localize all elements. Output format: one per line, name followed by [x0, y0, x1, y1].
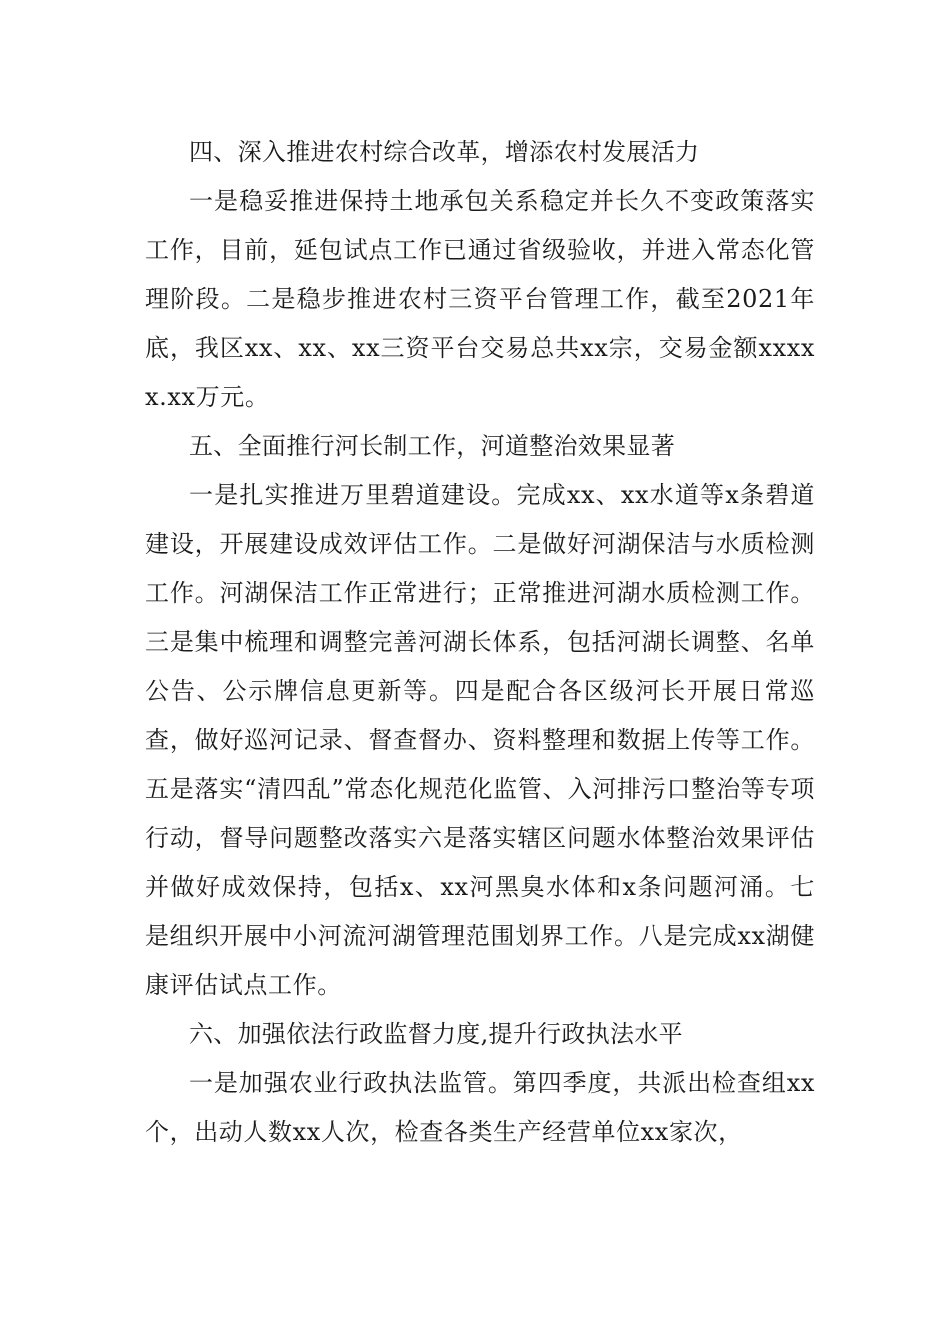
section-paragraph-5: 一是扎实推进万里碧道建设。完成xx、xx水道等x条碧道建设，开展建设成效评估工作。二是做好河湖保洁与水质检测工作。河湖保洁工作正常进行；正常推进河湖水质检测工作。三是集中梳理和调整完善河湖长体系，包括河湖长调整、名单公告、公示牌信息更新等。四是配合各区级河长开展日常巡查，做好巡河记录、督查督办、资料整理和数据上传等工作。五是落实“清四乱”常态化规范化监管、入河排污口整治等专项行动，督导问题整改落实六是落实辖区问题水体整治效果评估并做好成效保持，包括x、xx河黑臭水体和x条问题河涌。七是组织开展中小河流河湖管理范围划界工作。八是完成xx湖健康评估试点工作。 [145, 481, 815, 999]
section-heading-6: 六、加强依法行政监督力度,提升行政执法水平 [189, 1020, 683, 1048]
section-paragraph-6: 一是加强农业行政执法监管。第四季度，共派出检查组xx个，出动人数xx人次，检查各类生产经营单位xx家次， [145, 1069, 815, 1146]
document-body [145, 128, 815, 1157]
section-paragraph-4: 一是稳妥推进保持土地承包关系稳定并长久不变政策落实工作，目前，延包试点工作已通过省级验收，并进入常态化管理阶段。二是稳步推进农村三资平台管理工作，截至2021年底，我区xx、xx、xx三资平台交易总共xx宗，交易金额xxxxx.xx万元。 [145, 187, 815, 411]
section-heading-4: 四、深入推进农村综合改革，增添农村发展活力 [189, 138, 700, 166]
section-heading-5: 五、全面推行河长制工作，河道整治效果显著 [189, 432, 675, 460]
